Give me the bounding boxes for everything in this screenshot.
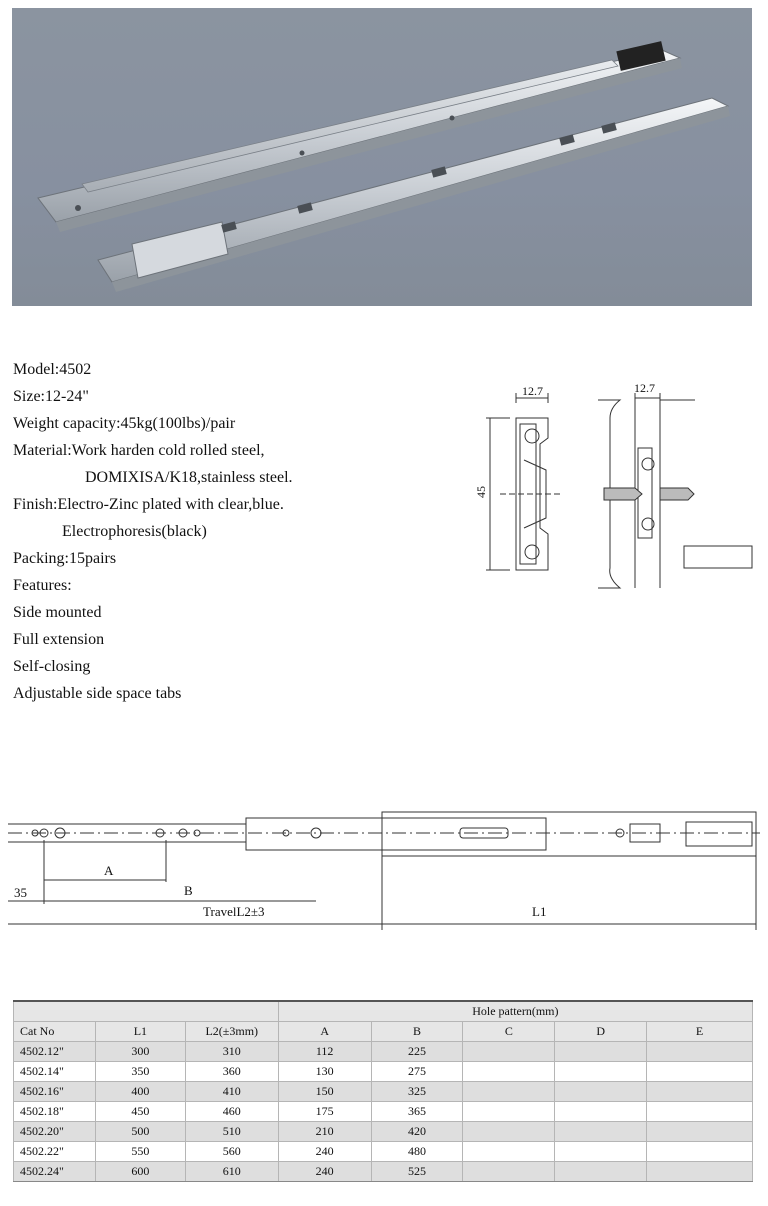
feature-item: Side mounted: [13, 604, 102, 621]
specifications: [13, 356, 293, 707]
column-header: B: [371, 1022, 463, 1042]
height-label: 45: [474, 486, 488, 498]
feature-item: Adjustable side space tabs: [13, 685, 182, 702]
spec-material-cont: DOMIXISA/K18,stainless steel.: [85, 469, 293, 486]
hole-layout-diagram: [0, 800, 768, 945]
cross-section-diagram: [470, 378, 760, 598]
column-header: D: [555, 1022, 647, 1042]
spec-finish-cont: Electrophoresis(black): [62, 523, 207, 540]
width-label-right: 12.7: [634, 381, 655, 395]
column-header: C: [463, 1022, 555, 1042]
table-row: 4502.20" 500 510 210 420: [14, 1122, 753, 1142]
label-b: B: [184, 883, 193, 898]
table-row: 4502.16" 400 410 150 325: [14, 1082, 753, 1102]
product-photo: [12, 8, 752, 306]
width-label-left: 12.7: [522, 384, 543, 398]
table-row: 4502.18" 450 460 175 365: [14, 1102, 753, 1122]
feature-item: Full extension: [13, 631, 105, 648]
table-row: 4502.12" 300 310 112 225: [14, 1042, 753, 1062]
spec-table: [13, 1000, 753, 1182]
table-group-header-row: [14, 1001, 753, 1022]
spec-packing: Packing:15pairs: [13, 550, 117, 567]
spec-material: Material:Work harden cold rolled steel,: [13, 442, 265, 459]
label-a: A: [104, 863, 114, 878]
column-header: E: [647, 1022, 753, 1042]
column-header: L2(±3mm): [185, 1022, 278, 1042]
label-l1: L1: [532, 904, 547, 919]
table-header-row: [14, 1022, 753, 1042]
spec-model: Model:4502: [13, 361, 92, 378]
spec-finish: Finish:Electro-Zinc plated with clear,blue.: [13, 496, 284, 513]
features-title: Features:: [13, 577, 72, 594]
hole-pattern-header: Hole pattern(mm): [278, 1001, 752, 1022]
feature-item: Self-closing: [13, 658, 91, 675]
table-row: 4502.22" 550 560 240 480: [14, 1142, 753, 1162]
table-row: 4502.24" 600 610 240 525: [14, 1162, 753, 1182]
column-header: A: [278, 1022, 371, 1042]
spec-size: Size:12-24": [13, 388, 89, 405]
spec-weight: Weight capacity:45kg(100lbs)/pair: [13, 415, 236, 432]
label-travel: TravelL2±3: [203, 904, 265, 919]
table-row: 4502.14" 350 360 130 275: [14, 1062, 753, 1082]
column-header: L1: [95, 1022, 185, 1042]
column-header: Cat No: [14, 1022, 96, 1042]
label-35: 35: [14, 885, 27, 900]
